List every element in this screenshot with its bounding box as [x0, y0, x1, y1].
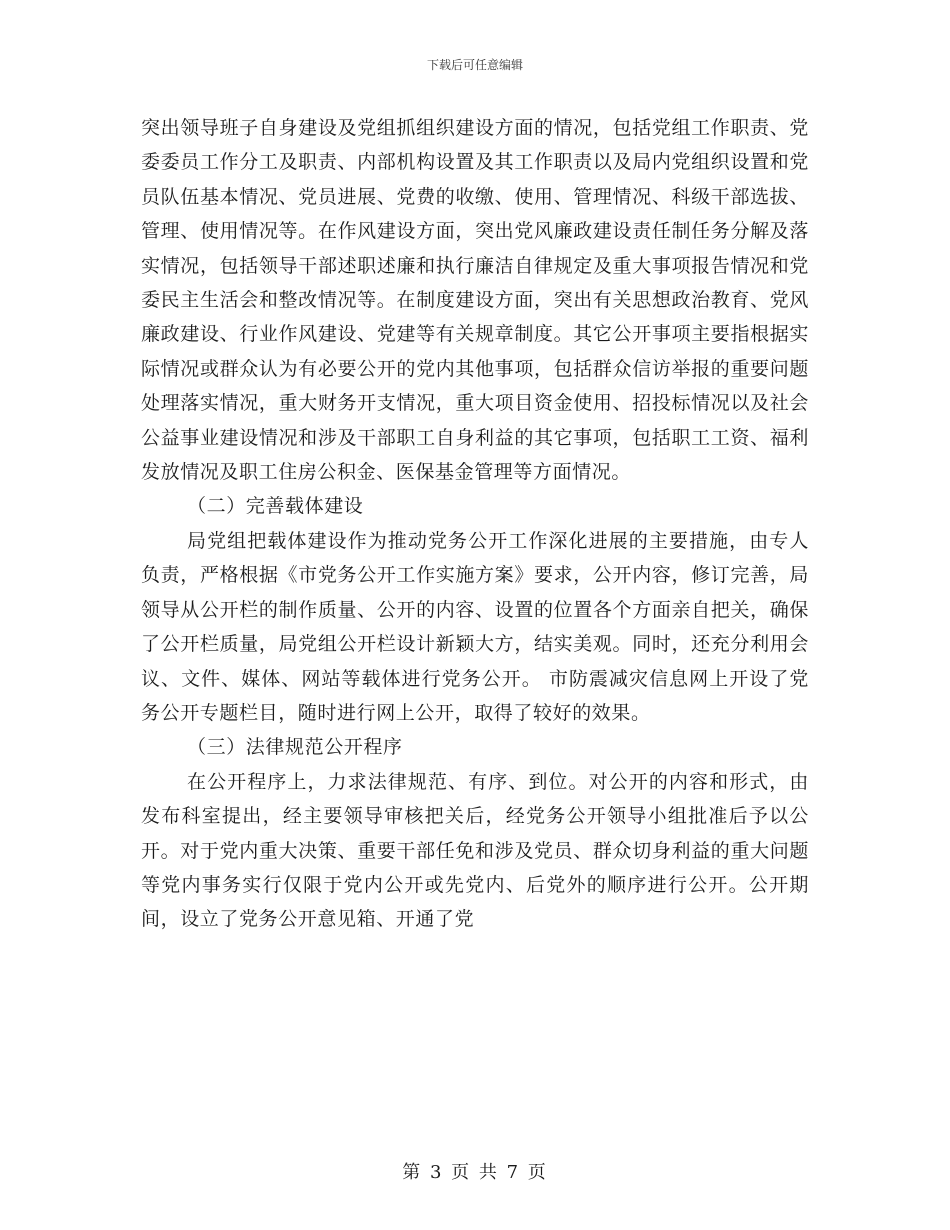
body-paragraph-3: 在公开程序上，力求法律规范、有序、到位。对公开的内容和形式，由发布科室提出，经主要领导审核把关后，经党务公开领导小组批准后予以公开。对于党内重大决策、重要干部任免和涉及党员、群众切身利益的重大问题等党内事务实行仅限于党内公开或先党内、后党外的顺序进行公开。公开期间，设立了党务公开意见箱、开通了党	[141, 770, 809, 931]
page-header-note: 下载后可任意编辑	[426, 58, 523, 72]
section-heading-2: （二）完善载体建设	[187, 495, 364, 518]
section-heading-3: （三）法律规范公开程序	[187, 736, 403, 759]
document-body	[141, 111, 809, 937]
page-number-footer: 第 3 页 共 7 页	[402, 1162, 548, 1183]
body-paragraph-1: 突出领导班子自身建设及党组抓组织建设方面的情况，包括党组工作职责、党委委员工作分工及职责、内部机构设置及其工作职责以及局内党组织设置和党员队伍基本情况、党员进展、党费的收缴、使用、管理情况、科级干部选拔、管理、使用情况等。在作风建设方面，突出党风廉政建设责任制任务分解及落实情况，包括领导干部述职述廉和执行廉洁自律规定及重大事项报告情况和党委民主生活会和整改情况等。在制度建设方面，突出有关思想政治教育、党风廉政建设、行业作风建设、党建等有关规章制度。其它公开事项主要指根据实际情况或群众认为有必要公开的党内其他事项，包括群众信访举报的重要问题处理落实情况，重大财务开支情况，重大项目资金使用、招投标情况以及社会公益事业建设情况和涉及干部职工自身利益的其它事项，包括职工工资、福利发放情况及职工住房公积金、医保基金管理等方面情况。	[141, 117, 809, 484]
body-paragraph-2: 局党组把载体建设作为推动党务公开工作深化进展的主要措施，由专人负责，严格根据《市党务公开工作实施方案》要求，公开内容，修订完善，局领导从公开栏的制作质量、公开的内容、设置的位置各个方面亲自把关，确保了公开栏质量，局党组公开栏设计新颖大方，结实美观。同时，还充分利用会议、文件、媒体、网站等载体进行党务公开。 市防震减灾信息网上开设了党务公开专题栏目，随时进行网上公开，取得了较好的效果。	[141, 529, 809, 724]
